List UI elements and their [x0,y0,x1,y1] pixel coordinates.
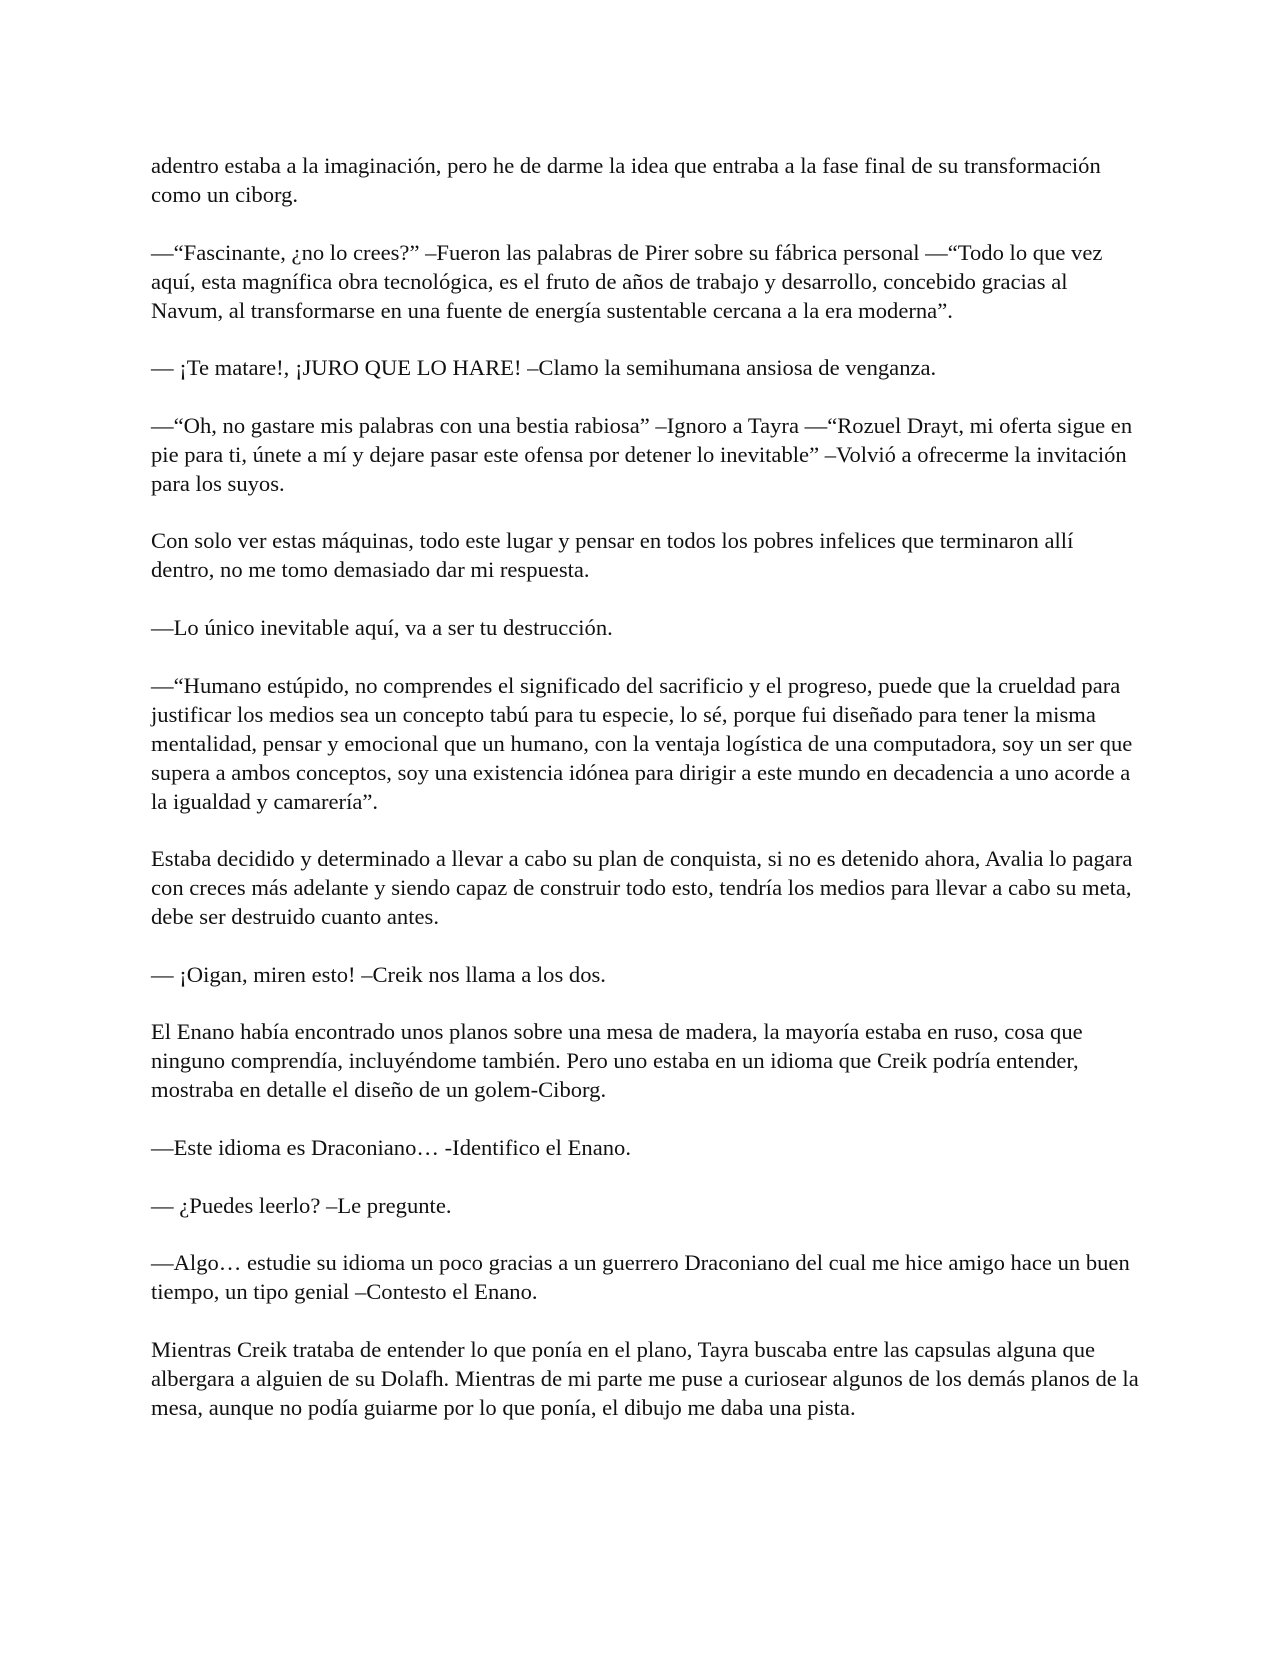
paragraph: Estaba decidido y determinado a llevar a cabo su plan de conquista, si no es detenido ahora, Avalia lo pagara con creces más adelante y siendo capaz de construir todo esto, tendría los medios para llevar a cabo su meta, debe ser destruido cuanto antes. [151,846,1133,930]
paragraph: —Algo… estudie su idioma un poco gracias a un guerrero Draconiano del cual me hice amigo hace un buen tiempo, un tipo genial –Contesto el Enano. [151,1250,1130,1305]
paragraph: — ¡Oigan, miren esto! –Creik nos llama a los dos. [151,961,606,987]
paragraph: — ¡Te matare!, ¡JURO QUE LO HARE! –Clamo la semihumana ansiosa de venganza. [151,355,937,381]
paragraph: El Enano había encontrado unos planos sobre una mesa de madera, la mayoría estaba en ruso, cosa que ninguno comprendía, incluyéndome también. Pero uno estaba en un idioma que Creik podría entender, mostraba en detalle el diseño de un golem-Ciborg. [151,1019,1083,1103]
paragraph: adentro estaba a la imaginación, pero he de darme la idea que entraba a la fase final de su transformación como un ciborg. [151,153,1101,207]
document-page [151,151,1141,1422]
paragraph: —Lo único inevitable aquí, va a ser tu destrucción. [151,614,613,640]
paragraph: — ¿Puedes leerlo? –Le pregunte. [151,1192,452,1218]
paragraph: Con solo ver estas máquinas, todo este lugar y pensar en todos los pobres infelices que terminaron allí dentro, no me tomo demasiado dar mi respuesta. [151,528,1074,583]
paragraph: —“Fascinante, ¿no lo crees?” –Fueron las palabras de Pirer sobre su fábrica personal —“Todo lo que vez aquí, esta magnífica obra tecnológica, es el fruto de años de trabajo y desarrollo, concebido gracias al Navum, al transformarse en una fuente de energía sustentable cercana a la era moderna”. [151,239,1103,323]
paragraph: —Este idioma es Draconiano… -Identifico el Enano. [151,1134,631,1160]
paragraph: Mientras Creik trataba de entender lo que ponía en el plano, Tayra buscaba entre las capsulas alguna que albergara a alguien de su Dolafh. Mientras de mi parte me puse a curiosear algunos de los demás planos de la mesa, aunque no podía guiarme por lo que ponía, el dibujo me daba una pista. [151,1336,1139,1420]
paragraph: —“Humano estúpido, no comprendes el significado del sacrificio y el progreso, puede que la crueldad para justificar los medios sea un concepto tabú para tu especie, lo sé, porque fui diseñado para tener la misma mentalidad, pensar y emocional que un humano, con la ventaja logística de una computadora, soy un ser que supera a ambos conceptos, soy una existencia idónea para dirigir a este mundo en decadencia a uno acorde a la igualdad y camarería”. [151,672,1133,814]
paragraph: —“Oh, no gastare mis palabras con una bestia rabiosa” –Ignoro a Tayra —“Rozuel Drayt, mi oferta sigue en pie para ti, únete a mí y dejare pasar este ofensa por detener lo inevitable” –Volvió a ofrecerme la invitación para los suyos. [151,412,1133,496]
